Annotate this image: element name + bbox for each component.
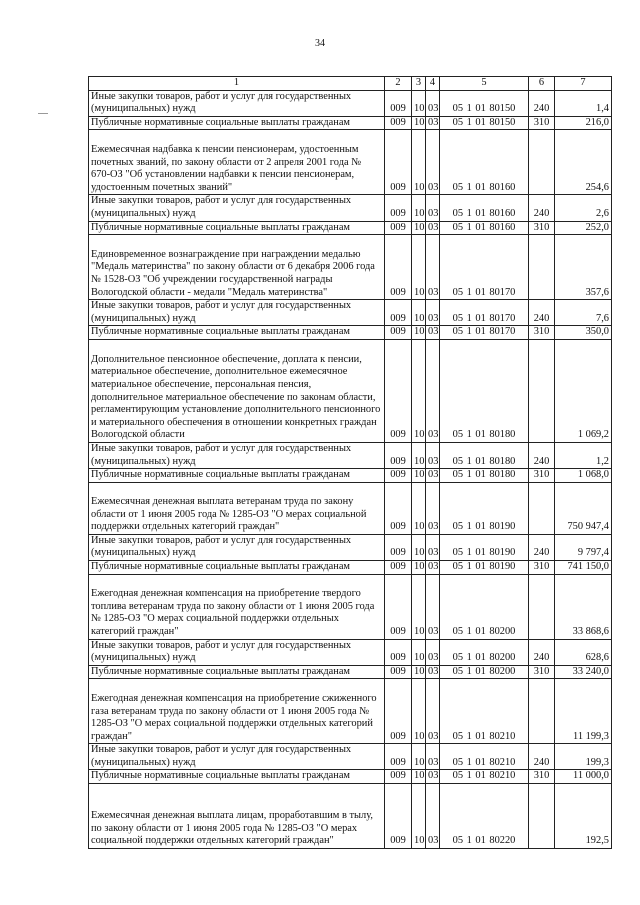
row-expense-type: 240: [529, 195, 555, 221]
row-subsection: 03: [426, 195, 440, 221]
header-col-4: 4: [426, 77, 440, 91]
row-subsection: 03: [426, 442, 440, 468]
row-subsection: 03: [426, 482, 440, 534]
row-admin-code: 009: [385, 90, 412, 116]
page-number: 34: [315, 38, 325, 49]
row-amount: 750 947,4: [555, 482, 612, 534]
row-expense-type: [529, 574, 555, 639]
row-target-article: 05 1 01 80190: [440, 482, 529, 534]
row-target-article: 05 1 01 80160: [440, 130, 529, 195]
row-name: Публичные нормативные социальные выплаты гражданам: [89, 469, 385, 483]
table-row: [89, 534, 612, 560]
row-name: Ежемесячная надбавка к пенсии пенсионерам, удостоенным почетных званий, по закону области от 2 апреля 2001 года № 670-ОЗ "Об установлении надбавки к пенсии пенсионерам, удостоенным почетных званий": [89, 130, 385, 195]
row-expense-type: 240: [529, 744, 555, 770]
table-row: [89, 195, 612, 221]
table-row: [89, 574, 612, 639]
row-amount: 252,0: [555, 221, 612, 235]
header-col-6: 6: [529, 77, 555, 91]
row-section: 10: [412, 482, 426, 534]
row-name: Иные закупки товаров, работ и услуг для государственных (муниципальных) нужд: [89, 300, 385, 326]
row-name: Публичные нормативные социальные выплаты гражданам: [89, 560, 385, 574]
table-row: [89, 469, 612, 483]
table-row: [89, 679, 612, 744]
row-name: Публичные нормативные социальные выплаты гражданам: [89, 770, 385, 784]
row-amount: 33 868,6: [555, 574, 612, 639]
row-subsection: 03: [426, 300, 440, 326]
row-target-article: 05 1 01 80150: [440, 90, 529, 116]
row-expense-type: [529, 339, 555, 442]
row-subsection: 03: [426, 770, 440, 784]
row-subsection: 03: [426, 534, 440, 560]
row-target-article: 05 1 01 80180: [440, 339, 529, 442]
header-col-1: 1: [89, 77, 385, 91]
row-section: 10: [412, 221, 426, 235]
row-section: 10: [412, 639, 426, 665]
row-expense-type: [529, 679, 555, 744]
row-admin-code: 009: [385, 665, 412, 679]
row-admin-code: 009: [385, 469, 412, 483]
row-section: 10: [412, 235, 426, 300]
row-amount: 192,5: [555, 784, 612, 849]
row-expense-type: 240: [529, 534, 555, 560]
row-subsection: 03: [426, 339, 440, 442]
row-admin-code: 009: [385, 534, 412, 560]
row-name: Ежегодная денежная компенсация на приобретение сжиженного газа ветеранам труда по закону области от 1 июня 2005 года № 1285-ОЗ "О мерах социальной поддержки отдельных категорий граждан": [89, 679, 385, 744]
row-admin-code: 009: [385, 744, 412, 770]
row-target-article: 05 1 01 80180: [440, 442, 529, 468]
row-target-article: 05 1 01 80210: [440, 770, 529, 784]
row-target-article: 05 1 01 80200: [440, 665, 529, 679]
header-col-3: 3: [412, 77, 426, 91]
header-col-5: 5: [440, 77, 529, 91]
row-section: 10: [412, 534, 426, 560]
row-expense-type: 310: [529, 665, 555, 679]
row-expense-type: 310: [529, 221, 555, 235]
table-row: [89, 639, 612, 665]
row-subsection: 03: [426, 469, 440, 483]
row-subsection: 03: [426, 90, 440, 116]
row-target-article: 05 1 01 80160: [440, 221, 529, 235]
row-admin-code: 009: [385, 235, 412, 300]
row-name: Иные закупки товаров, работ и услуг для государственных (муниципальных) нужд: [89, 639, 385, 665]
row-amount: 9 797,4: [555, 534, 612, 560]
row-subsection: 03: [426, 130, 440, 195]
row-expense-type: 240: [529, 90, 555, 116]
row-name: Публичные нормативные социальные выплаты гражданам: [89, 326, 385, 340]
row-name: Дополнительное пенсионное обеспечение, доплата к пенсии, материальное обеспечение, дополнительное ежемесячное материальное обеспечение, персональная пенсия, дополнительное материальное обеспечение по законам области, регламентирующим установление дополнительного пенсионного и материального обеспечения в отношении конкретных граждан Вологодской области: [89, 339, 385, 442]
row-admin-code: 009: [385, 300, 412, 326]
row-expense-type: 240: [529, 639, 555, 665]
row-target-article: 05 1 01 80210: [440, 679, 529, 744]
row-expense-type: 240: [529, 300, 555, 326]
row-section: 10: [412, 784, 426, 849]
row-amount: 216,0: [555, 116, 612, 130]
table-row: [89, 784, 612, 849]
row-expense-type: [529, 784, 555, 849]
row-amount: 1,2: [555, 442, 612, 468]
margin-mark: [38, 113, 48, 114]
table-row: [89, 221, 612, 235]
row-target-article: 05 1 01 80190: [440, 534, 529, 560]
row-admin-code: 009: [385, 574, 412, 639]
row-expense-type: [529, 130, 555, 195]
row-name: Иные закупки товаров, работ и услуг для государственных (муниципальных) нужд: [89, 744, 385, 770]
row-expense-type: 310: [529, 116, 555, 130]
row-amount: 741 150,0: [555, 560, 612, 574]
row-target-article: 05 1 01 80150: [440, 116, 529, 130]
table-row: [89, 482, 612, 534]
row-name: Иные закупки товаров, работ и услуг для государственных (муниципальных) нужд: [89, 195, 385, 221]
row-section: 10: [412, 195, 426, 221]
table-row: [89, 326, 612, 340]
row-expense-type: 310: [529, 770, 555, 784]
row-name: Единовременное вознаграждение при награждении медалью "Медаль материнства" по закону области от 6 декабря 2006 года № 1528-ОЗ "Об учреждении государственной награды Вологодской области - медали "Медаль материнства": [89, 235, 385, 300]
row-subsection: 03: [426, 560, 440, 574]
row-target-article: 05 1 01 80200: [440, 574, 529, 639]
row-name: Ежемесячная денежная выплата ветеранам труда по закону области от 1 июня 2005 года № 1285-ОЗ "О мерах социальной поддержки отдельных категорий граждан": [89, 482, 385, 534]
row-name: Ежегодная денежная компенсация на приобретение твердого топлива ветеранам труда по закону области от 1 июня 2005 года № 1285-ОЗ "О мерах социальной поддержки отдельных категорий граждан": [89, 574, 385, 639]
row-admin-code: 009: [385, 221, 412, 235]
row-admin-code: 009: [385, 326, 412, 340]
row-target-article: 05 1 01 80190: [440, 560, 529, 574]
table-row: [89, 560, 612, 574]
table-row: [89, 116, 612, 130]
row-target-article: 05 1 01 80170: [440, 326, 529, 340]
row-section: 10: [412, 442, 426, 468]
table-row: [89, 665, 612, 679]
row-subsection: 03: [426, 574, 440, 639]
header-col-7: 7: [555, 77, 612, 91]
row-name: Иные закупки товаров, работ и услуг для государственных (муниципальных) нужд: [89, 534, 385, 560]
row-admin-code: 009: [385, 770, 412, 784]
row-section: 10: [412, 469, 426, 483]
row-amount: 11 199,3: [555, 679, 612, 744]
row-subsection: 03: [426, 679, 440, 744]
row-subsection: 03: [426, 744, 440, 770]
row-amount: 1 069,2: [555, 339, 612, 442]
row-amount: 628,6: [555, 639, 612, 665]
row-section: 10: [412, 574, 426, 639]
row-expense-type: 310: [529, 326, 555, 340]
row-admin-code: 009: [385, 442, 412, 468]
row-subsection: 03: [426, 326, 440, 340]
table-row: [89, 90, 612, 116]
row-subsection: 03: [426, 116, 440, 130]
row-target-article: 05 1 01 80210: [440, 744, 529, 770]
row-name: Публичные нормативные социальные выплаты гражданам: [89, 221, 385, 235]
row-target-article: 05 1 01 80170: [440, 235, 529, 300]
row-amount: 1 068,0: [555, 469, 612, 483]
budget-table: [88, 76, 612, 849]
row-expense-type: 310: [529, 469, 555, 483]
row-expense-type: [529, 235, 555, 300]
row-section: 10: [412, 560, 426, 574]
row-admin-code: 009: [385, 130, 412, 195]
row-expense-type: 310: [529, 560, 555, 574]
row-admin-code: 009: [385, 339, 412, 442]
row-section: 10: [412, 326, 426, 340]
header-row: [89, 77, 612, 91]
table-row: [89, 235, 612, 300]
row-expense-type: 240: [529, 442, 555, 468]
row-amount: 7,6: [555, 300, 612, 326]
row-admin-code: 009: [385, 560, 412, 574]
row-admin-code: 009: [385, 679, 412, 744]
row-name: Публичные нормативные социальные выплаты гражданам: [89, 665, 385, 679]
table-row: [89, 300, 612, 326]
row-amount: 199,3: [555, 744, 612, 770]
table-row: [89, 770, 612, 784]
table-row: [89, 339, 612, 442]
row-amount: 33 240,0: [555, 665, 612, 679]
table-row: [89, 744, 612, 770]
row-section: 10: [412, 770, 426, 784]
row-amount: 11 000,0: [555, 770, 612, 784]
row-name: Ежемесячная денежная выплата лицам, проработавшим в тылу, по закону области от 1 июня 2005 года № 1285-ОЗ "О мерах социальной поддержки отдельных категорий граждан": [89, 784, 385, 849]
row-admin-code: 009: [385, 784, 412, 849]
row-amount: 1,4: [555, 90, 612, 116]
row-target-article: 05 1 01 80160: [440, 195, 529, 221]
row-section: 10: [412, 130, 426, 195]
row-amount: 357,6: [555, 235, 612, 300]
row-name: Иные закупки товаров, работ и услуг для государственных (муниципальных) нужд: [89, 90, 385, 116]
table-row: [89, 130, 612, 195]
row-subsection: 03: [426, 221, 440, 235]
row-admin-code: 009: [385, 116, 412, 130]
row-target-article: 05 1 01 80170: [440, 300, 529, 326]
row-subsection: 03: [426, 665, 440, 679]
row-target-article: 05 1 01 80180: [440, 469, 529, 483]
row-section: 10: [412, 116, 426, 130]
row-target-article: 05 1 01 80200: [440, 639, 529, 665]
row-section: 10: [412, 339, 426, 442]
row-name: Публичные нормативные социальные выплаты гражданам: [89, 116, 385, 130]
row-name: Иные закупки товаров, работ и услуг для государственных (муниципальных) нужд: [89, 442, 385, 468]
row-amount: 350,0: [555, 326, 612, 340]
row-subsection: 03: [426, 784, 440, 849]
row-section: 10: [412, 300, 426, 326]
row-expense-type: [529, 482, 555, 534]
row-section: 10: [412, 90, 426, 116]
row-amount: 2,6: [555, 195, 612, 221]
row-amount: 254,6: [555, 130, 612, 195]
row-admin-code: 009: [385, 639, 412, 665]
row-section: 10: [412, 679, 426, 744]
table-body: [89, 90, 612, 848]
row-section: 10: [412, 744, 426, 770]
row-admin-code: 009: [385, 482, 412, 534]
row-admin-code: 009: [385, 195, 412, 221]
table-row: [89, 442, 612, 468]
row-subsection: 03: [426, 235, 440, 300]
row-section: 10: [412, 665, 426, 679]
row-subsection: 03: [426, 639, 440, 665]
header-col-2: 2: [385, 77, 412, 91]
row-target-article: 05 1 01 80220: [440, 784, 529, 849]
